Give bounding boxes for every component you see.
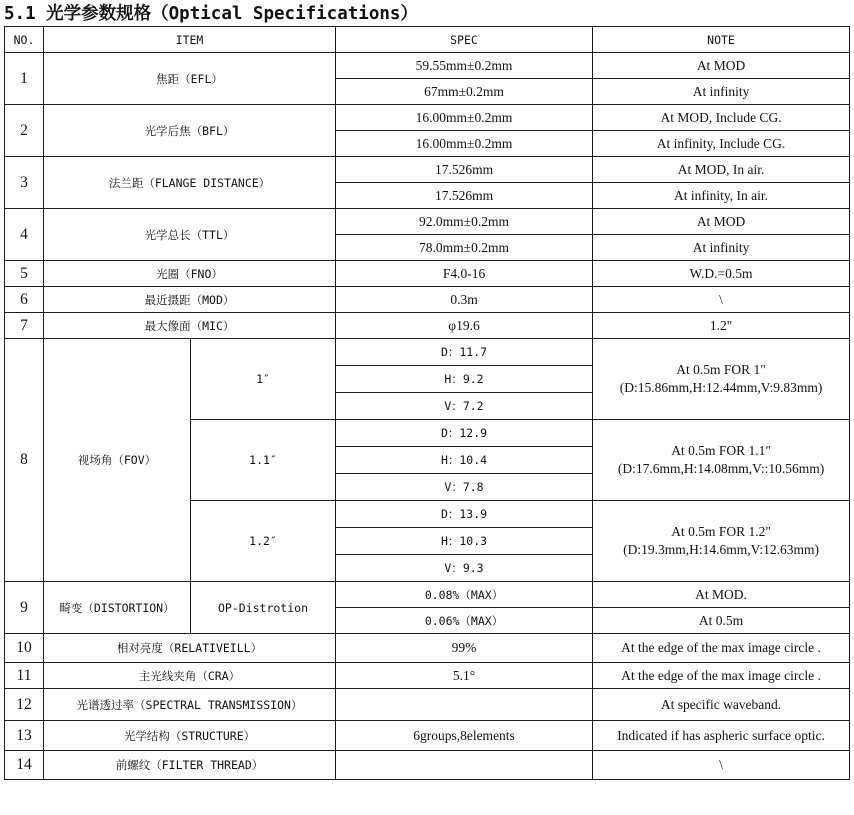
fov-value-cell: D：12.9 xyxy=(336,420,593,447)
table-row xyxy=(5,663,850,689)
table-row xyxy=(5,634,850,663)
table-row xyxy=(5,689,850,721)
optical-spec-table xyxy=(4,26,850,780)
note-line: (D:15.86mm,H:12.44mm,V:9.83mm) xyxy=(619,380,823,395)
spec-cell: 16.00mm±0.2mm xyxy=(336,105,593,131)
note-cell: At the edge of the max image circle . xyxy=(593,663,850,689)
spec-cell: 59.55mm±0.2mm xyxy=(336,53,593,79)
header-row xyxy=(5,27,850,53)
item-cell: 相对亮度（RELATIVEILL） xyxy=(44,634,336,663)
sensor-size-cell: 1.1″ xyxy=(191,420,336,501)
spec-cell: 6groups,8elements xyxy=(336,721,593,751)
spec-cell: F4.0-16 xyxy=(336,261,593,287)
item-cell: 光学后焦（BFL） xyxy=(44,105,336,157)
note-line: At 0.5m FOR 1.1" xyxy=(671,443,771,458)
row-number: 4 xyxy=(5,209,44,261)
note-cell: W.D.=0.5m xyxy=(593,261,850,287)
row-number: 9 xyxy=(5,582,44,634)
table-row xyxy=(5,313,850,339)
note-cell: At MOD xyxy=(593,209,850,235)
table-row xyxy=(5,339,850,366)
table-row xyxy=(5,105,850,131)
fov-value-cell: V：7.8 xyxy=(336,474,593,501)
table-row xyxy=(5,53,850,79)
note-line: At 0.5m FOR 1" xyxy=(676,362,766,377)
spec-cell: 17.526mm xyxy=(336,183,593,209)
spec-cell: 67mm±0.2mm xyxy=(336,79,593,105)
fov-value-cell: D：11.7 xyxy=(336,339,593,366)
header-no: NO. xyxy=(5,27,44,53)
table-row xyxy=(5,582,850,608)
item-cell: 前螺纹（FILTER THREAD） xyxy=(44,751,336,780)
note-cell xyxy=(593,339,850,420)
note-cell: At infinity xyxy=(593,235,850,261)
spec-cell: φ19.6 xyxy=(336,313,593,339)
spec-cell: 0.06%（MAX） xyxy=(336,608,593,634)
spec-cell: 99% xyxy=(336,634,593,663)
row-number: 12 xyxy=(5,689,44,721)
item-cell: 光圈（FNO） xyxy=(44,261,336,287)
spec-cell: 17.526mm xyxy=(336,157,593,183)
spec-cell xyxy=(336,751,593,780)
sensor-size-cell: 1.2″ xyxy=(191,501,336,582)
note-cell: 1.2" xyxy=(593,313,850,339)
table-row xyxy=(5,721,850,751)
row-number: 6 xyxy=(5,287,44,313)
item-cell: 视场角（FOV） xyxy=(44,339,191,582)
item-cell: 焦距（EFL） xyxy=(44,53,336,105)
fov-value-cell: D：13.9 xyxy=(336,501,593,528)
table-row xyxy=(5,751,850,780)
row-number: 5 xyxy=(5,261,44,287)
fov-value-cell: H：10.4 xyxy=(336,447,593,474)
item-cell: 光学结构（STRUCTURE） xyxy=(44,721,336,751)
item-cell: 光学总长（TTL） xyxy=(44,209,336,261)
row-number: 10 xyxy=(5,634,44,663)
table-row xyxy=(5,287,850,313)
note-cell xyxy=(593,501,850,582)
sub-item-cell: OP-Distrotion xyxy=(191,582,336,634)
section-title: 5.1 光学参数规格（Optical Specifications） xyxy=(4,4,418,24)
spec-cell: 0.3m xyxy=(336,287,593,313)
note-line: (D:19.3mm,H:14.6mm,V:12.63mm) xyxy=(623,542,819,557)
row-number: 11 xyxy=(5,663,44,689)
table-row xyxy=(5,261,850,287)
note-cell: Indicated if has aspheric surface optic. xyxy=(593,721,850,751)
note-line: (D:17.6mm,H:14.08mm,V::10.56mm) xyxy=(617,461,825,476)
row-number: 7 xyxy=(5,313,44,339)
row-number: 8 xyxy=(5,339,44,582)
header-item: ITEM xyxy=(44,27,336,53)
note-cell: At 0.5m xyxy=(593,608,850,634)
item-cell: 法兰距（FLANGE DISTANCE） xyxy=(44,157,336,209)
item-cell: 光谱透过率（SPECTRAL TRANSMISSION） xyxy=(44,689,336,721)
item-cell: 主光线夹角（CRA） xyxy=(44,663,336,689)
note-cell: At MOD xyxy=(593,53,850,79)
spec-cell: 5.1° xyxy=(336,663,593,689)
spec-cell xyxy=(336,689,593,721)
item-cell: 最近摄距（MOD） xyxy=(44,287,336,313)
row-number: 3 xyxy=(5,157,44,209)
note-cell: At the edge of the max image circle . xyxy=(593,634,850,663)
note-cell: \ xyxy=(593,751,850,780)
item-cell: 最大像面（MIC） xyxy=(44,313,336,339)
row-number: 1 xyxy=(5,53,44,105)
header-note: NOTE xyxy=(593,27,850,53)
sensor-size-cell: 1″ xyxy=(191,339,336,420)
spec-cell: 16.00mm±0.2mm xyxy=(336,131,593,157)
row-number: 14 xyxy=(5,751,44,780)
row-number: 2 xyxy=(5,105,44,157)
fov-value-cell: H：9.2 xyxy=(336,366,593,393)
fov-value-cell: V：7.2 xyxy=(336,393,593,420)
note-cell: At specific waveband. xyxy=(593,689,850,721)
note-cell: At infinity, Include CG. xyxy=(593,131,850,157)
fov-value-cell: V：9.3 xyxy=(336,555,593,582)
note-cell: At infinity xyxy=(593,79,850,105)
note-cell: At MOD. xyxy=(593,582,850,608)
spec-cell: 0.08%（MAX） xyxy=(336,582,593,608)
spec-cell: 78.0mm±0.2mm xyxy=(336,235,593,261)
note-cell: At MOD, In air. xyxy=(593,157,850,183)
row-number: 13 xyxy=(5,721,44,751)
note-cell: \ xyxy=(593,287,850,313)
fov-value-cell: H：10.3 xyxy=(336,528,593,555)
note-line: At 0.5m FOR 1.2" xyxy=(671,524,771,539)
spec-cell: 92.0mm±0.2mm xyxy=(336,209,593,235)
note-cell xyxy=(593,420,850,501)
header-spec: SPEC xyxy=(336,27,593,53)
table-row xyxy=(5,157,850,183)
table-row xyxy=(5,209,850,235)
note-cell: At MOD, Include CG. xyxy=(593,105,850,131)
note-cell: At infinity, In air. xyxy=(593,183,850,209)
item-cell: 畸变（DISTORTION） xyxy=(44,582,191,634)
